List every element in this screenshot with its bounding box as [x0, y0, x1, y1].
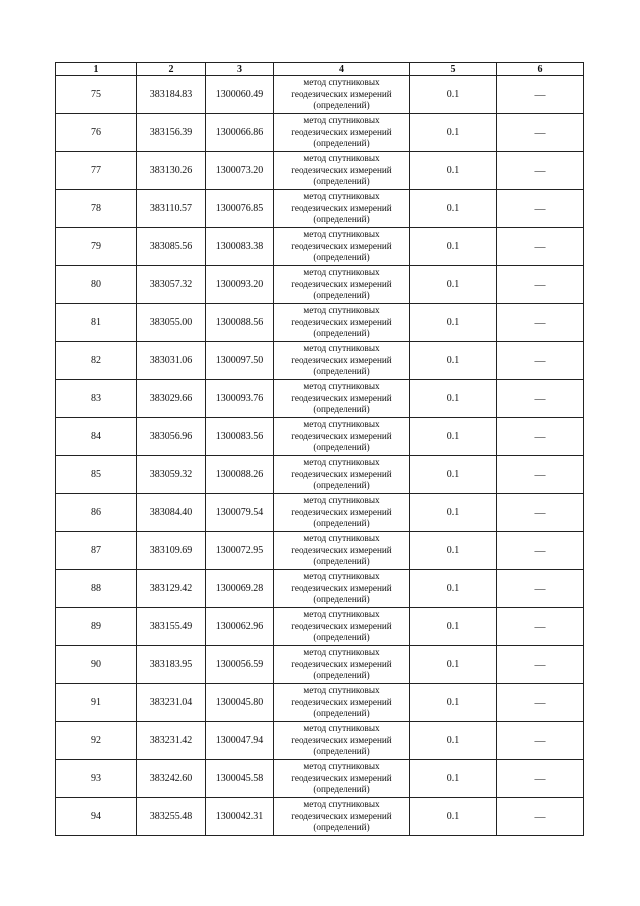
method-cell: метод спутниковых геодезических измерений (определений) [274, 190, 410, 228]
table-row [56, 266, 584, 304]
y-coordinate-cell: 1300062.96 [206, 608, 274, 646]
table-row [56, 114, 584, 152]
point-number-cell: 88 [56, 570, 137, 608]
note-cell: — [497, 532, 584, 570]
point-number-cell: 89 [56, 608, 137, 646]
x-coordinate-cell: 383242.60 [137, 760, 206, 798]
method-cell: метод спутниковых геодезических измерений (определений) [274, 342, 410, 380]
table-row [56, 798, 584, 836]
table-row [56, 570, 584, 608]
accuracy-cell: 0.1 [410, 304, 497, 342]
y-coordinate-cell: 1300083.56 [206, 418, 274, 456]
method-cell: метод спутниковых геодезических измерений (определений) [274, 646, 410, 684]
point-number-cell: 94 [56, 798, 137, 836]
x-coordinate-cell: 383129.42 [137, 570, 206, 608]
method-cell: метод спутниковых геодезических измерений (определений) [274, 532, 410, 570]
note-cell: — [497, 418, 584, 456]
note-cell: — [497, 380, 584, 418]
point-number-cell: 93 [56, 760, 137, 798]
point-number-cell: 80 [56, 266, 137, 304]
note-cell: — [497, 570, 584, 608]
x-coordinate-cell: 383084.40 [137, 494, 206, 532]
header-col-1: 1 [56, 63, 137, 76]
accuracy-cell: 0.1 [410, 380, 497, 418]
header-col-6: 6 [497, 63, 584, 76]
point-number-cell: 91 [56, 684, 137, 722]
note-cell: — [497, 722, 584, 760]
y-coordinate-cell: 1300088.26 [206, 456, 274, 494]
method-cell: метод спутниковых геодезических измерений (определений) [274, 304, 410, 342]
point-number-cell: 84 [56, 418, 137, 456]
y-coordinate-cell: 1300069.28 [206, 570, 274, 608]
table-row [56, 190, 584, 228]
x-coordinate-cell: 383085.56 [137, 228, 206, 266]
accuracy-cell: 0.1 [410, 342, 497, 380]
method-cell: метод спутниковых геодезических измерений (определений) [274, 380, 410, 418]
y-coordinate-cell: 1300083.38 [206, 228, 274, 266]
accuracy-cell: 0.1 [410, 494, 497, 532]
method-cell: метод спутниковых геодезических измерений (определений) [274, 760, 410, 798]
accuracy-cell: 0.1 [410, 190, 497, 228]
table-row [56, 494, 584, 532]
note-cell: — [497, 152, 584, 190]
method-cell: метод спутниковых геодезических измерений (определений) [274, 114, 410, 152]
x-coordinate-cell: 383156.39 [137, 114, 206, 152]
note-cell: — [497, 190, 584, 228]
point-number-cell: 79 [56, 228, 137, 266]
note-cell: — [497, 114, 584, 152]
x-coordinate-cell: 383231.04 [137, 684, 206, 722]
accuracy-cell: 0.1 [410, 76, 497, 114]
method-cell: метод спутниковых геодезических измерений (определений) [274, 76, 410, 114]
y-coordinate-cell: 1300042.31 [206, 798, 274, 836]
table-row [56, 76, 584, 114]
accuracy-cell: 0.1 [410, 570, 497, 608]
note-cell: — [497, 304, 584, 342]
y-coordinate-cell: 1300088.56 [206, 304, 274, 342]
table-row [56, 342, 584, 380]
table-row [56, 304, 584, 342]
accuracy-cell: 0.1 [410, 114, 497, 152]
x-coordinate-cell: 383255.48 [137, 798, 206, 836]
method-cell: метод спутниковых геодезических измерений (определений) [274, 570, 410, 608]
x-coordinate-cell: 383056.96 [137, 418, 206, 456]
note-cell: — [497, 798, 584, 836]
y-coordinate-cell: 1300047.94 [206, 722, 274, 760]
method-cell: метод спутниковых геодезических измерений (определений) [274, 798, 410, 836]
point-number-cell: 92 [56, 722, 137, 760]
header-col-5: 5 [410, 63, 497, 76]
point-number-cell: 78 [56, 190, 137, 228]
method-cell: метод спутниковых геодезических измерений (определений) [274, 608, 410, 646]
table-row [56, 646, 584, 684]
note-cell: — [497, 456, 584, 494]
point-number-cell: 83 [56, 380, 137, 418]
coordinates-table [55, 62, 584, 836]
table-row [56, 456, 584, 494]
accuracy-cell: 0.1 [410, 418, 497, 456]
x-coordinate-cell: 383183.95 [137, 646, 206, 684]
accuracy-cell: 0.1 [410, 760, 497, 798]
y-coordinate-cell: 1300079.54 [206, 494, 274, 532]
method-cell: метод спутниковых геодезических измерений (определений) [274, 152, 410, 190]
y-coordinate-cell: 1300056.59 [206, 646, 274, 684]
header-col-3: 3 [206, 63, 274, 76]
point-number-cell: 75 [56, 76, 137, 114]
y-coordinate-cell: 1300066.86 [206, 114, 274, 152]
note-cell: — [497, 608, 584, 646]
note-cell: — [497, 646, 584, 684]
table-row [56, 608, 584, 646]
x-coordinate-cell: 383130.26 [137, 152, 206, 190]
x-coordinate-cell: 383057.32 [137, 266, 206, 304]
point-number-cell: 82 [56, 342, 137, 380]
accuracy-cell: 0.1 [410, 152, 497, 190]
accuracy-cell: 0.1 [410, 228, 497, 266]
point-number-cell: 77 [56, 152, 137, 190]
table-row [56, 418, 584, 456]
table-body [56, 76, 584, 836]
note-cell: — [497, 342, 584, 380]
note-cell: — [497, 684, 584, 722]
table-row [56, 760, 584, 798]
x-coordinate-cell: 383055.00 [137, 304, 206, 342]
x-coordinate-cell: 383110.57 [137, 190, 206, 228]
header-row [56, 63, 584, 76]
method-cell: метод спутниковых геодезических измерений (определений) [274, 266, 410, 304]
table-row [56, 684, 584, 722]
x-coordinate-cell: 383029.66 [137, 380, 206, 418]
accuracy-cell: 0.1 [410, 722, 497, 760]
method-cell: метод спутниковых геодезических измерений (определений) [274, 494, 410, 532]
header-col-4: 4 [274, 63, 410, 76]
y-coordinate-cell: 1300045.58 [206, 760, 274, 798]
x-coordinate-cell: 383155.49 [137, 608, 206, 646]
table-row [56, 722, 584, 760]
accuracy-cell: 0.1 [410, 266, 497, 304]
point-number-cell: 76 [56, 114, 137, 152]
method-cell: метод спутниковых геодезических измерений (определений) [274, 456, 410, 494]
y-coordinate-cell: 1300045.80 [206, 684, 274, 722]
accuracy-cell: 0.1 [410, 798, 497, 836]
point-number-cell: 87 [56, 532, 137, 570]
note-cell: — [497, 266, 584, 304]
table-row [56, 532, 584, 570]
point-number-cell: 90 [56, 646, 137, 684]
method-cell: метод спутниковых геодезических измерений (определений) [274, 228, 410, 266]
accuracy-cell: 0.1 [410, 646, 497, 684]
table-row [56, 228, 584, 266]
point-number-cell: 81 [56, 304, 137, 342]
accuracy-cell: 0.1 [410, 684, 497, 722]
note-cell: — [497, 760, 584, 798]
accuracy-cell: 0.1 [410, 608, 497, 646]
note-cell: — [497, 76, 584, 114]
x-coordinate-cell: 383231.42 [137, 722, 206, 760]
method-cell: метод спутниковых геодезических измерений (определений) [274, 722, 410, 760]
x-coordinate-cell: 383059.32 [137, 456, 206, 494]
table-row [56, 380, 584, 418]
header-col-2: 2 [137, 63, 206, 76]
y-coordinate-cell: 1300076.85 [206, 190, 274, 228]
method-cell: метод спутниковых геодезических измерений (определений) [274, 418, 410, 456]
accuracy-cell: 0.1 [410, 456, 497, 494]
y-coordinate-cell: 1300060.49 [206, 76, 274, 114]
point-number-cell: 85 [56, 456, 137, 494]
table-row [56, 152, 584, 190]
x-coordinate-cell: 383109.69 [137, 532, 206, 570]
y-coordinate-cell: 1300072.95 [206, 532, 274, 570]
point-number-cell: 86 [56, 494, 137, 532]
y-coordinate-cell: 1300073.20 [206, 152, 274, 190]
x-coordinate-cell: 383184.83 [137, 76, 206, 114]
method-cell: метод спутниковых геодезических измерений (определений) [274, 684, 410, 722]
y-coordinate-cell: 1300093.76 [206, 380, 274, 418]
y-coordinate-cell: 1300097.50 [206, 342, 274, 380]
x-coordinate-cell: 383031.06 [137, 342, 206, 380]
table-header [56, 63, 584, 76]
note-cell: — [497, 494, 584, 532]
accuracy-cell: 0.1 [410, 532, 497, 570]
y-coordinate-cell: 1300093.20 [206, 266, 274, 304]
note-cell: — [497, 228, 584, 266]
